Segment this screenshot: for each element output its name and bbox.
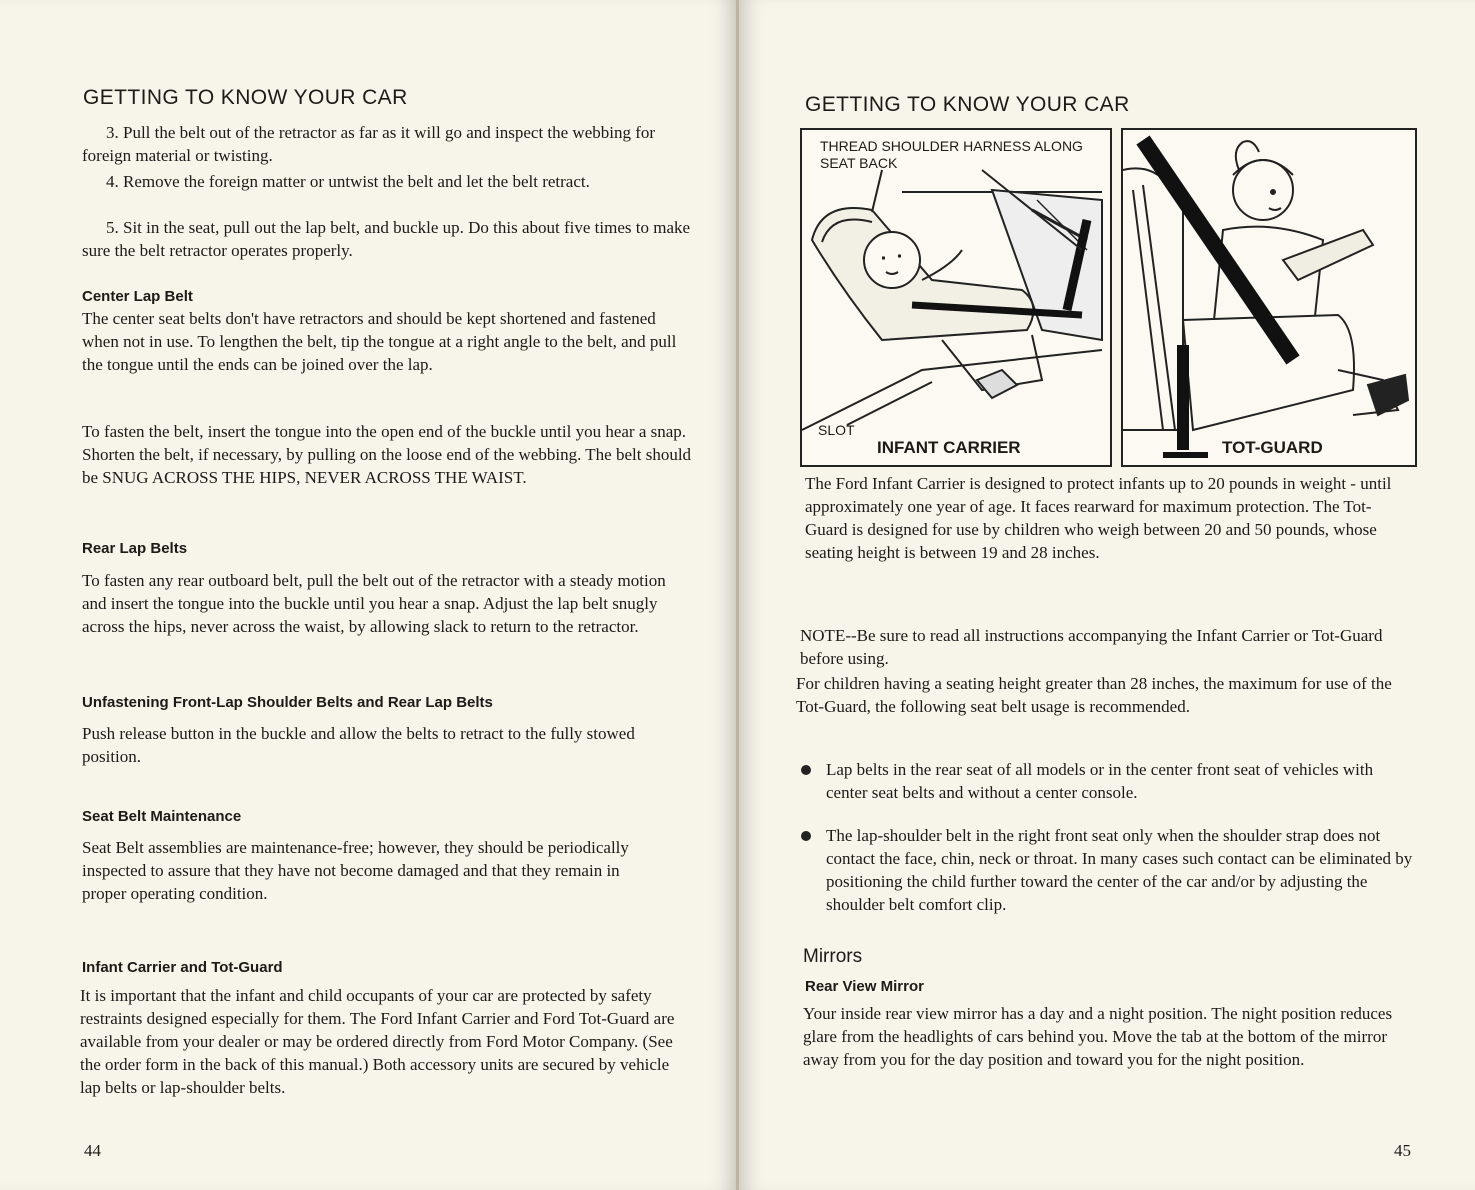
- bullet-item-1: Lap belts in the rear seat of all models or in the center front seat of vehicles with center seat belts and without a center console.: [826, 760, 1374, 802]
- maintenance-p1: Seat Belt assemblies are maintenance-free; however, they should be periodically inspected to assure that they have not become damaged and that they remain in proper operating condition.: [82, 838, 629, 903]
- slot-label: SLOT: [818, 422, 855, 438]
- infant-carrier-p1: It is important that the infant and child occupants of your car are protected by safety restraints designed especially for them. The Ford Infant Carrier and Ford Tot-Guard are available from your dealer or may be ordered directly from Ford Motor Company. (See the order form in the back of this manual.) Both accessory units are secured by vehicle lap belts or lap-shoulder belts.: [80, 986, 675, 1097]
- rear-lap-belts-p1: To fasten any rear outboard belt, pull the belt out of the retractor with a steady motion and insert the tongue into the buckle until you hear a snap. Adjust the lap belt snugly across the hips, never across the waist, by allowing slack to return to the retractor.: [82, 571, 666, 636]
- center-lap-belt-p2: To fasten the belt, insert the tongue into the open end of the buckle until you hear a snap. Shorten the belt, if necessary, by pulling on the loose end of the webbing. The belt should be SNUG ACROSS THE HIPS, NEVER ACROSS THE WAIST.: [82, 422, 692, 487]
- infant-carrier-title: Infant Carrier and Tot-Guard: [82, 959, 283, 976]
- page-number-right: 45: [1394, 1141, 1411, 1160]
- rear-view-mirror-title: Rear View Mirror: [805, 978, 924, 995]
- left-page: [0, 0, 737, 1190]
- right-page: [739, 0, 1475, 1190]
- infant-carrier-illustration: [800, 128, 1112, 467]
- mirrors-title: Mirrors: [803, 946, 863, 967]
- tot-guard-illustration: [1121, 128, 1417, 467]
- page-number-left: 44: [84, 1141, 101, 1160]
- infant-carrier-drawing: [802, 130, 1110, 465]
- unfastening-p1: Push release button in the buckle and allow the belts to retract to the fully stowed position.: [82, 724, 635, 766]
- step-4: 4. Remove the foreign matter or untwist the belt and let the belt retract.: [106, 172, 590, 191]
- rear-view-mirror-p1: Your inside rear view mirror has a day and a night position. The night position reduces glare from the headlights of cars behind you. Move the tab at the bottom of the mirror away from you for the day position and toward you for the night position.: [803, 1004, 1393, 1069]
- intro-paragraph: The Ford Infant Carrier is designed to protect infants up to 20 pounds in weight - until approximately one year of age. It faces rearward for maximum protection. The Tot-Guard is designed for use by children who weigh between 20 and 50 pounds, whose seating height is between 19 and 28 inches.: [805, 474, 1392, 562]
- infant-carrier-caption: INFANT CARRIER: [877, 438, 1021, 457]
- center-lap-belt-p1: The center seat belts don't have retractors and should be kept shortened and fastened when not in use. To lengthen the belt, tip the tongue at a right angle to the belt, and pull the tongue until the ends can be joined over the lap.: [82, 309, 677, 374]
- right-page-heading: GETTING TO KNOW YOUR CAR: [805, 93, 1130, 116]
- unfastening-title: Unfastening Front-Lap Shoulder Belts and Rear Lap Belts: [82, 694, 493, 711]
- step-3: 3. Pull the belt out of the retractor as far as it will go and inspect the webbing for foreign material or twisting.: [82, 123, 656, 165]
- step-5: 5. Sit in the seat, pull out the lap belt, and buckle up. Do this about five times to make sure the belt retractor operates properly.: [82, 218, 691, 260]
- note-paragraph: NOTE--Be sure to read all instructions accompanying the Infant Carrier or Tot-Guard before using.: [800, 626, 1383, 668]
- rear-lap-belts-title: Rear Lap Belts: [82, 540, 188, 557]
- bullet-dot-2: [801, 831, 811, 841]
- left-page-heading: GETTING TO KNOW YOUR CAR: [83, 86, 408, 109]
- bullet-dot-1: [801, 765, 811, 775]
- bullet-item-2: The lap-shoulder belt in the right front seat only when the shoulder strap does not contact the face, chin, neck or throat. In many cases such contact can be eliminated by positioning the child further toward the center of the car and/or by adjusting the shoulder belt comfort clip.: [826, 826, 1413, 914]
- tot-guard-caption: TOT-GUARD: [1222, 438, 1323, 457]
- maintenance-title: Seat Belt Maintenance: [82, 808, 242, 825]
- note-followup-paragraph: For children having a seating height greater than 28 inches, the maximum for use of the Tot-Guard, the following seat belt usage is recommended.: [796, 674, 1392, 716]
- center-lap-belt-title: Center Lap Belt: [82, 288, 193, 305]
- harness-label: THREAD SHOULDER HARNESS ALONG SEAT BACK: [820, 138, 1083, 171]
- tot-guard-drawing: [1123, 130, 1415, 465]
